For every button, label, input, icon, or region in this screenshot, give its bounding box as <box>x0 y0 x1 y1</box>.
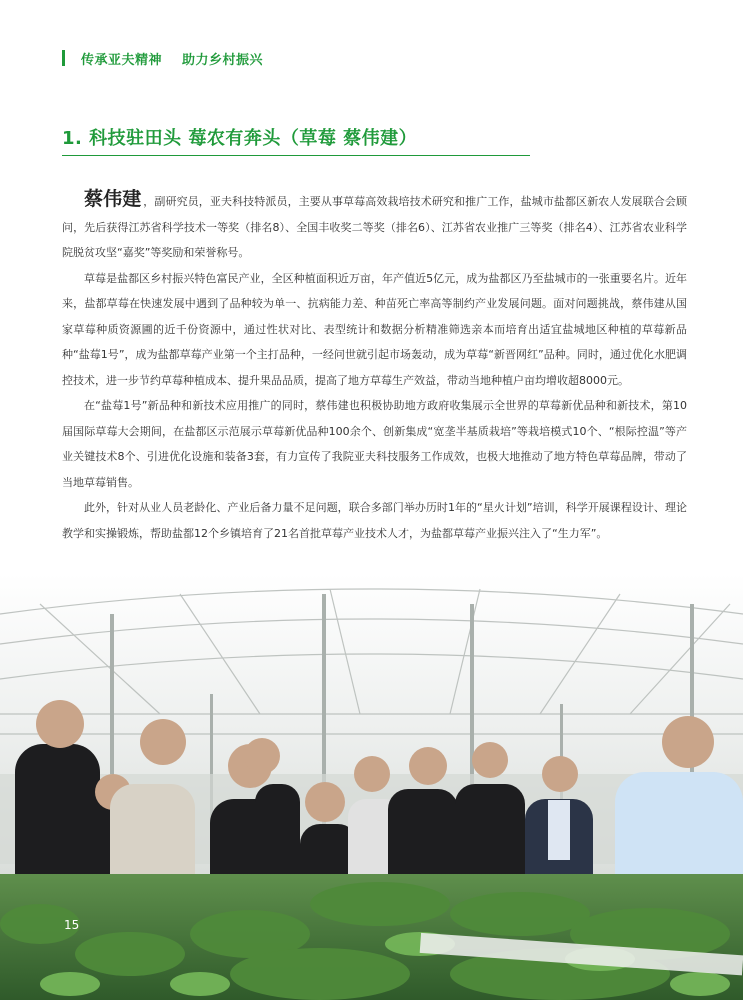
paragraph-3: 在“盐莓1号”新品种和新技术应用推广的同时，蔡伟建也积极协助地方政府收集展示全世界的草莓新优品种和新技术，第10届国际草莓大会期间，在盐都区示范展示草莓新优品种100余个、创新集成“宽垄半基质栽培”等栽培模式10个、“根际控温”等产业关键技术8个、引进优化设施和装备3套，有力宣传了我院亚夫科技服务工作成效，也极大地推动了地方特色草莓品牌，带动了当地草莓销售。 <box>62 399 687 489</box>
greenhouse-photo-illustration <box>0 574 743 1000</box>
header-accent-bar <box>62 50 65 66</box>
paragraph-4: 此外，针对从业人员老龄化、产业后备力量不足问题，联合多部门举办历时1年的“星火计划”培训，科学开展课程设计、理论教学和实操锻炼，帮助盐都12个乡镇培育了21名首批草莓产业技术人才，为盐都草莓产业振兴注入了“生力军”。 <box>62 501 687 540</box>
running-header <box>62 48 283 68</box>
intro-text: ，副研究员，亚夫科技特派员，主要从事草莓高效栽培技术研究和推广工作，盐城市盐都区新农人发展联合会顾问，先后获得江苏省科学技术一等奖（排名8）、全国丰收奖二等奖（排名6）、江苏省农业推广三等奖（排名4）、江苏省农业科学院脱贫攻坚“嘉奖”等奖励和荣誉称号。 <box>62 195 687 259</box>
article-body <box>62 187 687 546</box>
title-underline <box>62 155 530 156</box>
paragraph-intro <box>62 187 687 266</box>
paragraph-2: 草莓是盐都区乡村振兴特色富民产业，全区种植面积近万亩，年产值近5亿元，成为盐都区乃至盐城市的一张重要名片。近年来，盐都草莓在快速发展中遇到了品种较为单一、抗病能力差、种苗死亡率高等制约产业发展问题。面对问题挑战，蔡伟建从国家草莓种质资源圃的近千份资源中，通过性状对比、表型统计和数据分析精准筛选亲本而培育出适宜盐城地区种植的草莓新品种“盐莓1号”，成为盐都草莓产业第一个主打品种，一经问世就引起市场轰动，成为草莓“新晋网红”品种。同时，通过优化水肥调控技术，进一步节约草莓种植成本、提升果品品质，提高了地方草莓生产效益，带动当地种植户亩均增收超8000元。 <box>62 271 687 387</box>
page-number: 15 <box>64 918 80 932</box>
greenhouse-photo <box>0 574 743 1000</box>
header-right-text: 助力乡村振兴 <box>182 52 264 68</box>
header-text <box>81 49 283 68</box>
header-left-text: 传承亚夫精神 <box>81 52 163 68</box>
person-name: 蔡伟建 <box>84 188 142 210</box>
section-title: 1. 科技驻田头 莓农有奔头（草莓 蔡伟建） <box>62 128 418 149</box>
